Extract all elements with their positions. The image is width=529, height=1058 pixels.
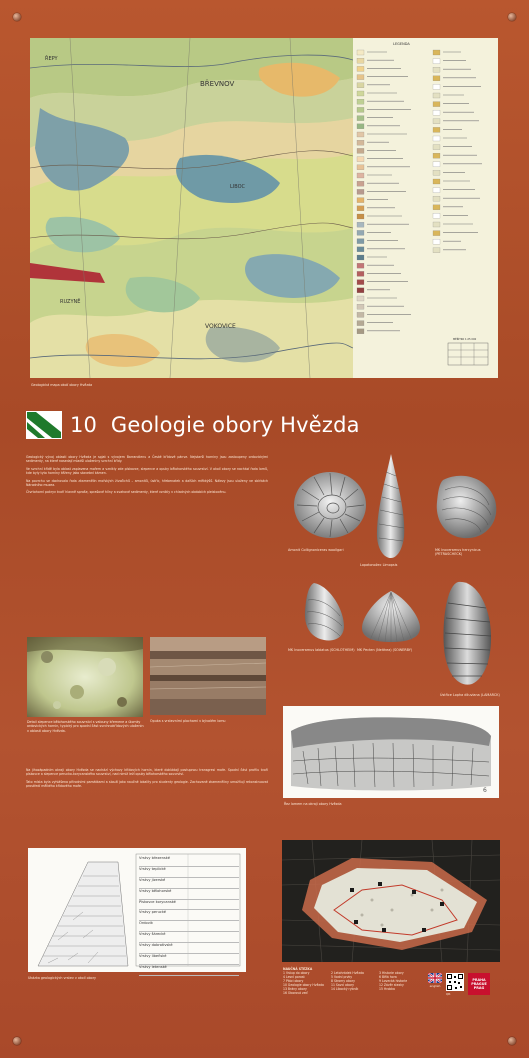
page-title: 10 Geologie obory Hvězda	[70, 413, 360, 437]
legend-symbol	[433, 239, 440, 244]
legend-symbol	[433, 231, 440, 236]
profile-row: Vrstvy perucké	[139, 910, 239, 921]
trail-legend-item: 14 Libocký rybník	[331, 987, 359, 991]
trail-legend-item: 5 Vodní prvky	[331, 975, 353, 979]
trail-legend-item: 1 Vstup do obory	[283, 971, 310, 975]
profile-row: Vrstvy letenské	[139, 965, 239, 976]
trail-legend-item: 9 Lovecká historie	[379, 979, 408, 983]
legend-swatch	[357, 230, 364, 235]
legend-symbol	[433, 67, 440, 72]
legend-swatch	[357, 165, 364, 170]
legend-symbol	[433, 170, 440, 175]
prague6-flag-icon	[26, 411, 62, 439]
geological-map-image	[30, 38, 353, 378]
legend-swatch	[357, 148, 364, 153]
legend-swatch	[357, 66, 364, 71]
profile-row: Vrstvy dobrotivské	[139, 943, 239, 954]
legend-swatch	[357, 222, 364, 227]
legend-swatch	[357, 132, 364, 137]
map-place-label: BŘEVNOV	[200, 80, 235, 88]
legend-swatch	[357, 255, 364, 260]
legend-symbol	[433, 153, 440, 158]
legend-swatch	[357, 280, 364, 285]
ammonite-image	[290, 465, 370, 545]
map-place-label: ŘEPY	[45, 56, 58, 62]
legend-swatch	[357, 198, 364, 203]
legend-symbol	[433, 59, 440, 64]
trail-legend-item: 4 Lesní porost	[283, 975, 305, 979]
geological-map	[30, 38, 498, 378]
legend-symbol	[433, 205, 440, 210]
quarry-drawing-caption: Řez lomem na okraji obory Hvězda	[284, 802, 342, 806]
legend-swatch	[357, 329, 364, 334]
legend-symbol	[433, 222, 440, 227]
legend-symbol	[433, 136, 440, 141]
legend-symbol	[433, 110, 440, 115]
fossil-label: Ústřice Lopha diluviana (LAMARCK)	[440, 693, 500, 697]
section-title	[26, 408, 360, 442]
opuka-caption: Opuka s vrstevními plochami v bývalém lomu	[150, 719, 226, 723]
legend-swatch	[357, 99, 364, 104]
gastropod-image	[372, 452, 410, 560]
screw	[508, 13, 516, 21]
fossil-label: MK Pecten (Neithea) (SOWERBY)	[357, 648, 413, 652]
map-place-label: RUZYNĚ	[60, 299, 81, 305]
map-legend	[353, 38, 498, 378]
legend-swatch	[357, 124, 364, 129]
legend-symbol	[433, 119, 440, 124]
fossil-label: Amonit Collignoniceras woollgari	[288, 548, 344, 552]
trail-legend-item: 10 Geologie obory Hvězda	[283, 983, 324, 987]
trail-legend	[283, 967, 423, 995]
legend-symbol	[433, 213, 440, 218]
screw	[13, 13, 21, 21]
screw	[508, 1037, 516, 1045]
top-map-caption: Geologická mapa okolí obory Hvězda	[31, 383, 93, 387]
intro-text	[26, 455, 268, 495]
profile-row: Vrstvy březenské	[139, 856, 239, 867]
lower-text	[26, 768, 268, 789]
map-legend-image	[353, 38, 498, 378]
profile-row: Pískovce korycanské	[139, 900, 239, 911]
legend-swatch	[357, 271, 364, 276]
profile-caption: Ukázka geologických vrstev v okolí obory	[28, 976, 97, 980]
conglomerate-photo	[27, 637, 143, 717]
intro-paragraph: Ve svrchní křídě byla oblast zaplavena mořem a vznikly zde pískovce, slepence a opuky bělohorského souvrství. V okolí obory se nachází řada lomů, kde byly tyto horniny těženy jako stavební kámen.	[26, 466, 268, 476]
trail-legend-title: NAUČNÁ STEZKA	[283, 967, 313, 971]
trail-legend-item: 7 Ptáci obory	[283, 979, 304, 983]
legend-symbol	[433, 127, 440, 132]
legend-swatch	[357, 181, 364, 186]
trail-legend-item: 15 Hrobka	[379, 987, 395, 991]
legend-swatch	[357, 157, 364, 162]
profile-row: Vrstvy jizerské	[139, 878, 239, 889]
intro-paragraph: Čtvrtohorní pokryv tvoří hlavně spraše, sprašové hlíny a svahové sedimenty, které vznikly v chladných obdobích pleistocénu.	[26, 490, 227, 495]
logos	[428, 973, 490, 995]
uk-flag-icon	[428, 973, 442, 983]
map-place-label: VOKOVICE	[205, 323, 236, 330]
legend-swatch	[357, 50, 364, 55]
legend-symbol	[433, 162, 440, 167]
trail-legend-item: 12 Závěr stezky	[379, 983, 404, 987]
legend-swatch	[357, 288, 364, 293]
legend-swatch	[357, 58, 364, 63]
profile-row: Vrstvy teplické	[139, 867, 239, 878]
legend-symbol	[433, 248, 440, 253]
prague-logo-text: PRAHA PRAGUE PRAG	[471, 978, 487, 990]
profile-row: Ordovik	[139, 921, 239, 932]
lower-paragraph: Tato místa byla vyhlášena přírodními památkami a slouží jako naučné lokality pro studenty geologie. Zachované zkameněliny umožňují rekonstruovat prostředí mělkého křídového moře.	[26, 779, 268, 789]
trail-legend-item: 2 Letohrádek Hvězda	[331, 971, 364, 975]
inoceramus-image	[433, 470, 501, 542]
trail-legend-item: 8 Stromy obory	[331, 979, 355, 983]
legend-swatch	[357, 263, 364, 268]
legend-symbol	[433, 84, 440, 89]
legend-swatch	[357, 214, 364, 219]
legend-swatch	[357, 296, 364, 301]
legend-symbol	[433, 50, 440, 55]
english-link[interactable]	[428, 973, 442, 995]
profile-rows	[139, 856, 239, 976]
prague-logo	[468, 973, 490, 995]
qr-code-icon[interactable]	[446, 973, 464, 996]
legend-symbol	[433, 179, 440, 184]
figure-number: 6	[483, 787, 487, 794]
legend-header: LEGENDA	[393, 42, 410, 46]
trail-legend-item: 13 Brány obory	[283, 987, 307, 991]
fossil-label: MK Inoceramus hercynicus (PETRASCHECK)	[435, 548, 481, 556]
legend-symbol	[433, 196, 440, 201]
legend-swatch	[357, 206, 364, 211]
legend-swatch	[357, 140, 364, 145]
trail-legend-item: 11 Savci obory	[331, 983, 355, 987]
legend-swatch	[357, 91, 364, 96]
qr-label: QR	[446, 992, 451, 996]
opuka-photo	[150, 637, 266, 715]
legend-symbol	[433, 102, 440, 107]
intro-paragraph: Geologický vývoj oblasti obory Hvězda je spjat s vývojem Barrandienu a České křídové pánve. Nejstarší horniny jsou zastoupeny ordovickými sedimenty, na které nasedají mladší uloženiny svrchní křídy.	[26, 455, 268, 464]
trail-map	[282, 840, 500, 962]
inoceramus-labiatus-image	[300, 580, 348, 642]
legend-swatch	[357, 116, 364, 121]
pecten-image	[360, 588, 422, 644]
legend-symbol	[433, 188, 440, 193]
english-label: english	[429, 984, 441, 988]
legend-swatch	[357, 173, 364, 178]
map-place-label: LIBOC	[230, 184, 246, 190]
lower-paragraph: Na jihozápadním okraji obory Hvězda se nachází výchozy křídových hornin, které dokládají postupnou transgresi moře. Spodní část profilu tvoří pískovce a slepence perucko-korycanského souvrství, nad nimiž leží opuky bělohorského souvrství.	[26, 768, 268, 777]
fossil-label: Lopatonožec Limopsis	[360, 563, 398, 567]
legend-symbol	[433, 145, 440, 150]
legend-swatch	[357, 239, 364, 244]
trail-legend-item: 6 Bělá hora	[379, 975, 397, 979]
legend-swatch	[357, 304, 364, 309]
legend-swatch	[357, 247, 364, 252]
quarry-drawing	[283, 706, 499, 798]
profile-row: Vrstvy bělohorské	[139, 889, 239, 900]
legend-swatch	[357, 312, 364, 317]
legend-symbol	[433, 76, 440, 81]
fossil-label: MK Inoceramus labiatus (SCHLOTHEIM)	[288, 648, 355, 652]
intro-paragraph: Na povrchu se dochovala řada zkamenělin mořských živočichů – amonitů, ústřic, hřebenatek a dalších měkkýšů. Nálezy jsou uloženy ve sbírkách Národního muzea.	[26, 478, 268, 488]
geological-profile	[28, 848, 246, 972]
profile-row: Vrstvy libeňské	[139, 954, 239, 965]
legend-swatch	[357, 75, 364, 80]
legend-swatch	[357, 83, 364, 88]
lopha-image	[438, 578, 496, 688]
trail-legend-item: 3 Historie obory	[379, 971, 404, 975]
legend-symbol	[433, 93, 440, 98]
legend-swatch	[357, 189, 364, 194]
conglomerate-caption: Detail slepence bělohorského souvrství s valouny křemene a úlomky ordovických hornin, typický pro spodní část svrchnokřídových uloženin v oblasti obory Hvězda.	[27, 720, 144, 733]
legend-swatch	[357, 321, 364, 326]
profile-row: Vrstvy šárecké	[139, 932, 239, 943]
trail-legend-item: 16 Oborová zeď	[283, 991, 308, 995]
legend-swatch	[357, 107, 364, 112]
scale-label: MĚŘÍTKO 1:25 000	[453, 338, 477, 341]
screw	[13, 1037, 21, 1045]
